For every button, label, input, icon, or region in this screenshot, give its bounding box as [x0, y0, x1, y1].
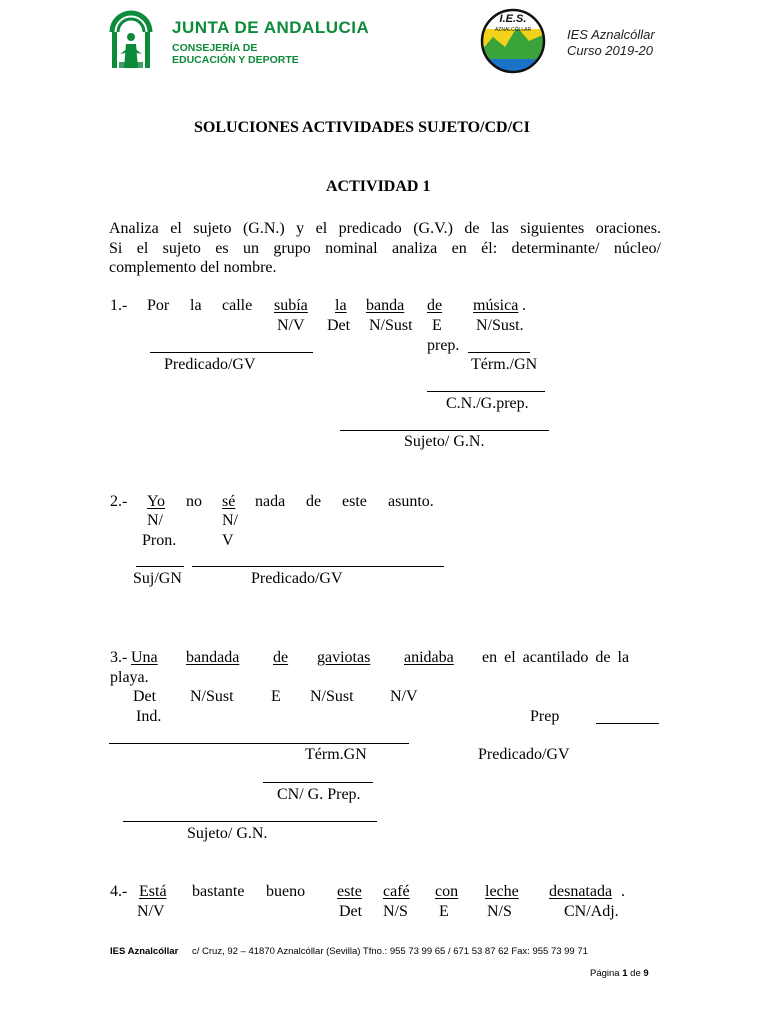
- word: Por: [147, 297, 170, 314]
- word-underlined: de: [273, 649, 289, 666]
- exercise-number: 3.-: [110, 649, 128, 666]
- tag: Det: [339, 903, 363, 920]
- function-label: Suj/GN: [133, 570, 182, 587]
- activity-heading: ACTIVIDAD 1: [326, 178, 431, 195]
- word: asunto.: [388, 493, 434, 510]
- word-underlined: Está: [139, 883, 167, 900]
- tag: V: [222, 532, 234, 549]
- word: playa.: [110, 669, 149, 686]
- function-label: Predicado/GV: [478, 746, 570, 763]
- institution-title: JUNTA DE ANDALUCIA: [172, 18, 370, 37]
- word-underlined: la: [335, 297, 347, 314]
- word-underlined: gaviotas: [317, 649, 371, 666]
- word: bueno: [266, 883, 306, 900]
- word-underlined: Yo: [147, 493, 165, 510]
- junta-andalucia-emblem: [108, 10, 154, 70]
- word-underlined: desnatada: [549, 883, 613, 900]
- tag: Prep: [530, 708, 560, 725]
- word-underlined: sé: [222, 493, 236, 510]
- bracket-line: [136, 566, 184, 567]
- footer-address: c/ Cruz, 92 – 41870 Aznalcóllar (Sevilla) Tfno.: 955 73 99 65 / 671 53 87 62 Fax: 955 73 99 71: [192, 946, 588, 957]
- school-logo: [479, 7, 547, 75]
- tag: E: [271, 688, 281, 705]
- function-label: Sujeto/ G.N.: [404, 433, 485, 450]
- bracket-line: [123, 821, 377, 822]
- bracket-line: [468, 352, 530, 353]
- tag: Ind.: [136, 708, 162, 725]
- sentence-period: .: [522, 297, 526, 314]
- tag: N/: [147, 512, 163, 529]
- instructions-line-1: Analiza el sujeto (G.N.) y el predicado (G.V.) de las siguientes oraciones.: [109, 220, 661, 237]
- function-label: C.N./G.prep.: [446, 395, 529, 412]
- word: calle: [222, 297, 253, 314]
- tag: CN/Adj.: [564, 903, 619, 920]
- tag: Det: [327, 317, 351, 334]
- school-logo-subtext: AZNALCÓLLAR: [494, 27, 532, 33]
- exercise-number: 4.-: [110, 883, 128, 900]
- tag: N/V: [390, 688, 418, 705]
- tag: E: [439, 903, 449, 920]
- bracket-line: [109, 743, 409, 744]
- tag: N/: [222, 512, 238, 529]
- tag: Det: [133, 688, 157, 705]
- tag: N/S: [487, 903, 512, 920]
- bracket-line: [150, 352, 313, 353]
- word-underlined: bandada: [186, 649, 240, 666]
- exercise-number: 2.-: [110, 493, 128, 510]
- document-title: SOLUCIONES ACTIVIDADES SUJETO/CD/CI: [194, 119, 530, 136]
- instructions-line-3: complemento del nombre.: [109, 259, 277, 276]
- function-label: Térm./GN: [471, 356, 538, 373]
- tag: Pron.: [142, 532, 177, 549]
- word-underlined: de: [427, 297, 443, 314]
- sentence-period: .: [621, 883, 625, 900]
- word-underlined: leche: [485, 883, 519, 900]
- word: este: [342, 493, 367, 510]
- word-underlined: café: [383, 883, 410, 900]
- tag: N/Sust: [190, 688, 234, 705]
- school-logo-text: I.E.S.: [499, 13, 527, 25]
- tag: N/S: [383, 903, 408, 920]
- exercise-number: 1.-: [110, 297, 128, 314]
- page-of: de: [630, 968, 641, 979]
- function-label: Térm.GN: [305, 746, 367, 763]
- page-word: Página: [590, 968, 620, 979]
- page-total: 9: [643, 968, 649, 979]
- instructions: [109, 219, 661, 278]
- tag: prep.: [427, 337, 460, 354]
- word: nada: [255, 493, 286, 510]
- word-underlined: Una: [131, 649, 158, 666]
- tag: N/V: [137, 903, 165, 920]
- page-current: 1: [622, 968, 628, 979]
- school-name: IES Aznalcóllar: [567, 27, 655, 42]
- word: la: [190, 297, 202, 314]
- function-label: Predicado/GV: [164, 356, 256, 373]
- word-underlined: subía: [274, 297, 308, 314]
- word-underlined: con: [435, 883, 459, 900]
- bracket-line: [340, 430, 549, 431]
- word: en el acantilado de la: [482, 649, 630, 666]
- word-underlined: este: [337, 883, 362, 900]
- function-label: Sujeto/ G.N.: [187, 825, 268, 842]
- word: bastante: [192, 883, 245, 900]
- institution-line-1: CONSEJERÍA DE: [172, 42, 258, 54]
- tag: N/V: [277, 317, 305, 334]
- institution-line-2: EDUCACIÓN Y DEPORTE: [172, 54, 299, 66]
- function-label: CN/ G. Prep.: [277, 786, 361, 803]
- bracket-line: [427, 391, 545, 392]
- bracket-line: [263, 782, 373, 783]
- footer-school: IES Aznalcóllar: [110, 946, 179, 957]
- word: de: [306, 493, 322, 510]
- word-underlined: música: [473, 297, 519, 314]
- tag: N/Sust.: [476, 317, 524, 334]
- tag: N/Sust: [310, 688, 354, 705]
- word-underlined: anidaba: [404, 649, 454, 666]
- tag: E: [432, 317, 442, 334]
- tag: N/Sust: [369, 317, 413, 334]
- bracket-line: [596, 723, 659, 724]
- page-number: [590, 968, 649, 979]
- instructions-line-2: Si el sujeto es un grupo nominal analiza en él: determinante/ núcleo/: [109, 239, 661, 257]
- word: no: [186, 493, 202, 510]
- course-label: Curso 2019-20: [567, 43, 653, 58]
- word-underlined: banda: [366, 297, 405, 314]
- function-label: Predicado/GV: [251, 570, 343, 587]
- bracket-line: [192, 566, 444, 567]
